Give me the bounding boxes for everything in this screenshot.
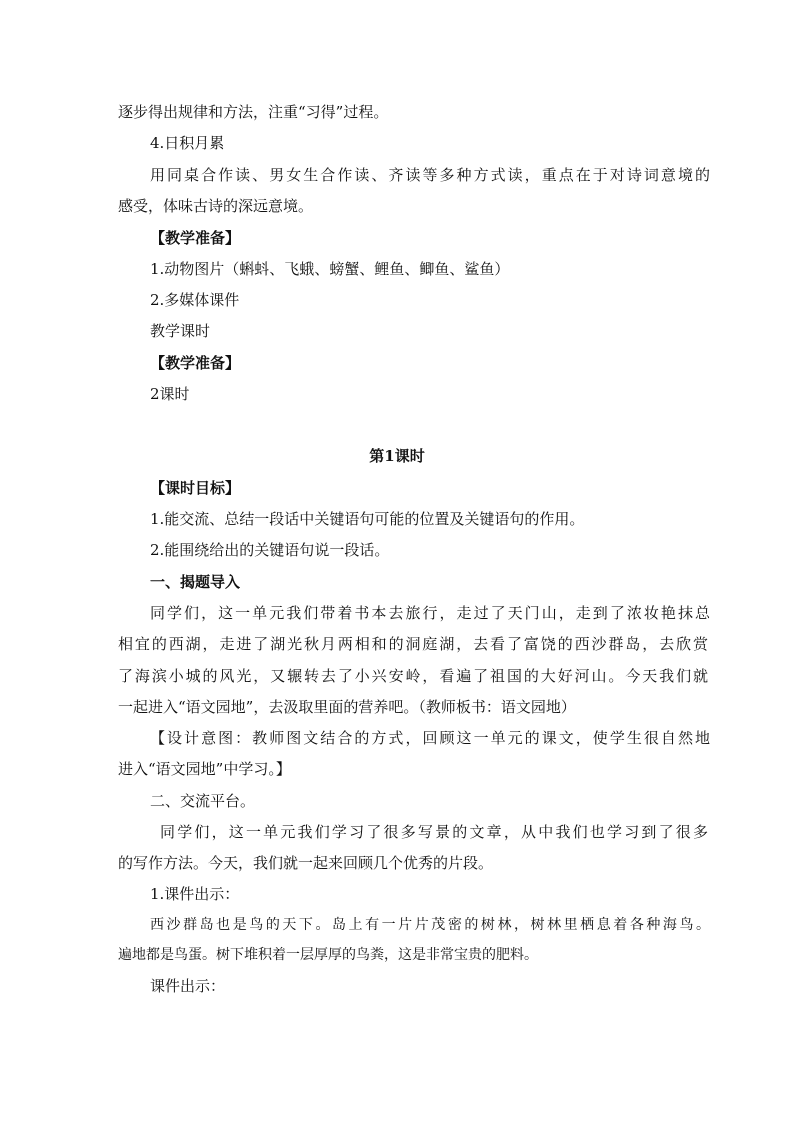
paragraph-line: 了海滨小城的风光，又辗转去了小兴安岭，看遍了祖国的大好河山。今天我们就 <box>118 667 708 685</box>
paragraph-line: 一起进入“语文园地”，去汲取里面的营养吧。（教师板书：语文园地） <box>118 698 576 716</box>
section-heading: 【教学准备】 <box>150 229 241 247</box>
paragraph-line: 同学们，这一单元我们学习了很多写景的文章，从中我们也学习到了很多 <box>160 823 708 841</box>
section-heading: 【教学准备】 <box>150 354 241 372</box>
design-note-line: 进入“语文园地”中学习。】 <box>118 760 291 778</box>
quoted-text-line: 西沙群岛也是鸟的天下。岛上有一片片茂密的树林，树林里栖息着各种海鸟。 <box>150 917 710 933</box>
text-line: 2课时 <box>150 385 190 403</box>
paragraph-line: 感受，体味古诗的深远意境。 <box>118 197 314 215</box>
paragraph-line: 的写作方法。今天，我们就一起来回顾几个优秀的片段。 <box>118 854 494 872</box>
section-heading: 【课时目标】 <box>150 479 241 497</box>
list-item: 1.能交流、总结一段话中关键语句可能的位置及关键语句的作用。 <box>150 510 585 528</box>
design-note-line: 【设计意图：教师图文结合的方式，回顾这一单元的课文，使学生很自然地 <box>150 729 710 747</box>
list-item: 1.课件出示： <box>150 885 240 903</box>
paragraph-line: 相宜的西湖，走进了湖光秋月两相和的洞庭湖，去看了富饶的西沙群岛，去欣赏 <box>118 635 708 653</box>
list-item: 4.日积月累 <box>150 134 225 152</box>
text-line: 教学课时 <box>150 322 211 340</box>
list-item: 2.能围绕给出的关键语句说一段话。 <box>150 541 390 559</box>
section-heading: 二、交流平台。 <box>150 792 256 810</box>
paragraph-line: 同学们，这一单元我们带着书本去旅行，走过了天门山，走到了浓妆艳抹总 <box>150 604 710 622</box>
paragraph-line: 用同桌合作读、男女生合作读、齐读等多种方式读，重点在于对诗词意境的 <box>150 166 710 184</box>
list-item: 1.动物图片（蝌蚪、飞蛾、螃蟹、鲤鱼、鲫鱼、鲨鱼） <box>150 260 510 278</box>
list-item: 2.多媒体课件 <box>150 291 240 309</box>
section-heading: 一、揭题导入 <box>150 573 241 591</box>
text-line: 逐步得出规律和方法，注重“习得”过程。 <box>118 103 389 121</box>
quoted-text-line: 遍地都是鸟蛋。树下堆积着一层厚厚的鸟粪，这是非常宝贵的肥料。 <box>118 947 538 963</box>
lesson-title: 第1课时 <box>369 447 425 465</box>
text-line: 课件出示： <box>150 977 226 995</box>
